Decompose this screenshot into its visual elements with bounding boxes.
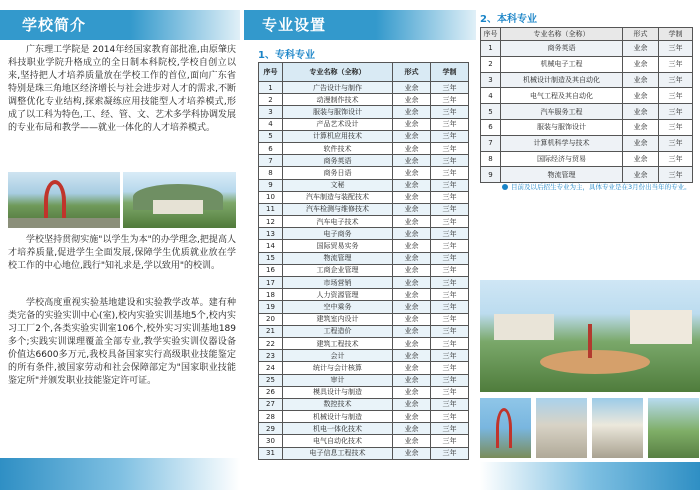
cell-duration: 三年 bbox=[431, 82, 469, 94]
cell-duration: 三年 bbox=[431, 447, 469, 459]
table-row bbox=[259, 155, 469, 167]
cell-form: 业余 bbox=[623, 56, 659, 72]
ground-shape bbox=[8, 218, 120, 228]
cell-index: 4 bbox=[481, 88, 501, 104]
cell-index: 1 bbox=[259, 82, 283, 94]
cell-form: 业余 bbox=[623, 88, 659, 104]
cell-duration: 三年 bbox=[431, 203, 469, 215]
plaza-shape bbox=[540, 350, 650, 374]
cell-index: 23 bbox=[259, 350, 283, 362]
table-row bbox=[481, 151, 693, 167]
table-row bbox=[259, 252, 469, 264]
cell-index: 3 bbox=[481, 72, 501, 88]
cell-duration: 三年 bbox=[431, 313, 469, 325]
cell-duration: 三年 bbox=[431, 411, 469, 423]
cell-duration: 三年 bbox=[431, 179, 469, 191]
cell-major: 市场营销 bbox=[283, 277, 393, 289]
cell-form: 业余 bbox=[393, 167, 431, 179]
undergrad-majors-table bbox=[480, 27, 693, 183]
table-row bbox=[259, 435, 469, 447]
cell-major: 文秘 bbox=[283, 179, 393, 191]
table-row bbox=[481, 41, 693, 57]
cell-form: 业余 bbox=[393, 130, 431, 142]
cell-major: 产品艺术设计 bbox=[283, 118, 393, 130]
cell-major: 国际贸易实务 bbox=[283, 240, 393, 252]
bottom-decor-band bbox=[0, 458, 240, 490]
bottom-decor-band bbox=[480, 462, 700, 490]
cell-index: 3 bbox=[259, 106, 283, 118]
cell-major: 计算机应用技术 bbox=[283, 130, 393, 142]
note-text: 目前及以后招生专业为主，具体专业是在3月份出当年的专业。 bbox=[511, 183, 691, 191]
table-row bbox=[259, 325, 469, 337]
cell-form: 业余 bbox=[393, 301, 431, 313]
cell-index: 31 bbox=[259, 447, 283, 459]
cell-form: 业余 bbox=[393, 411, 431, 423]
table-row bbox=[259, 106, 469, 118]
table-row bbox=[481, 72, 693, 88]
table-row bbox=[481, 88, 693, 104]
cell-form: 业余 bbox=[393, 240, 431, 252]
cell-index: 18 bbox=[259, 289, 283, 301]
cell-index: 29 bbox=[259, 423, 283, 435]
cell-duration: 三年 bbox=[431, 337, 469, 349]
cell-form: 业余 bbox=[393, 142, 431, 154]
cell-major: 空中乘务 bbox=[283, 301, 393, 313]
cell-duration: 三年 bbox=[659, 135, 693, 151]
cell-form: 业余 bbox=[393, 191, 431, 203]
cell-major: 汽车电子技术 bbox=[283, 216, 393, 228]
table-row bbox=[259, 313, 469, 325]
cell-form: 业余 bbox=[393, 435, 431, 447]
building-photo bbox=[536, 398, 587, 458]
table-row bbox=[259, 203, 469, 215]
cell-major: 工程造价 bbox=[283, 325, 393, 337]
building-shape bbox=[494, 314, 554, 340]
cell-duration: 三年 bbox=[431, 289, 469, 301]
table-row bbox=[481, 119, 693, 135]
cell-form: 业余 bbox=[393, 447, 431, 459]
sculpture-photo bbox=[480, 398, 531, 458]
cell-form: 业余 bbox=[393, 362, 431, 374]
header-form: 形式 bbox=[623, 28, 659, 41]
cell-index: 7 bbox=[481, 135, 501, 151]
table-row bbox=[259, 447, 469, 459]
cell-major: 软件技术 bbox=[283, 142, 393, 154]
cell-major: 计算机科学与技术 bbox=[501, 135, 623, 151]
cell-major: 电子信息工程技术 bbox=[283, 447, 393, 459]
campus-aerial-photo bbox=[480, 280, 700, 392]
cell-duration: 三年 bbox=[431, 423, 469, 435]
cell-form: 业余 bbox=[393, 350, 431, 362]
cell-major: 机械设计与制造 bbox=[283, 411, 393, 423]
table-row bbox=[259, 82, 469, 94]
cell-index: 17 bbox=[259, 277, 283, 289]
table-row bbox=[259, 240, 469, 252]
table-row bbox=[259, 423, 469, 435]
cell-form: 业余 bbox=[393, 216, 431, 228]
cell-duration: 三年 bbox=[431, 130, 469, 142]
lake-photo bbox=[648, 398, 699, 458]
cell-major: 工商企业管理 bbox=[283, 264, 393, 276]
cell-form: 业余 bbox=[393, 374, 431, 386]
cell-major: 机械设计制造及其自动化 bbox=[501, 72, 623, 88]
table-header-row bbox=[259, 63, 469, 82]
cell-form: 业余 bbox=[393, 106, 431, 118]
undergrad-heading: 2、本科专业 bbox=[480, 14, 537, 25]
cell-index: 10 bbox=[259, 191, 283, 203]
cell-index: 12 bbox=[259, 216, 283, 228]
cell-index: 15 bbox=[259, 252, 283, 264]
table-row bbox=[259, 118, 469, 130]
cell-duration: 三年 bbox=[659, 167, 693, 183]
table-row bbox=[259, 362, 469, 374]
cell-major: 电气自动化技术 bbox=[283, 435, 393, 447]
cell-index: 14 bbox=[259, 240, 283, 252]
cell-form: 业余 bbox=[393, 228, 431, 240]
cell-duration: 三年 bbox=[431, 94, 469, 106]
cell-form: 业余 bbox=[393, 203, 431, 215]
table-row bbox=[259, 350, 469, 362]
intro-column bbox=[0, 0, 240, 490]
sculpture-shape bbox=[496, 408, 512, 448]
cell-form: 业余 bbox=[623, 151, 659, 167]
cell-duration: 三年 bbox=[659, 151, 693, 167]
cell-duration: 三年 bbox=[431, 362, 469, 374]
table-row bbox=[259, 228, 469, 240]
cell-major: 统计与会计核算 bbox=[283, 362, 393, 374]
intro-title: 学校简介 bbox=[22, 16, 87, 34]
cell-duration: 三年 bbox=[659, 119, 693, 135]
title-fade bbox=[376, 10, 476, 40]
cell-major: 电气工程及其自动化 bbox=[501, 88, 623, 104]
cell-major: 物流管理 bbox=[501, 167, 623, 183]
dormitory-photo bbox=[592, 398, 643, 458]
cell-duration: 三年 bbox=[431, 252, 469, 264]
cell-major: 服装与服饰设计 bbox=[283, 106, 393, 118]
cell-duration: 三年 bbox=[431, 374, 469, 386]
table-row bbox=[259, 264, 469, 276]
cell-form: 业余 bbox=[393, 277, 431, 289]
cell-form: 业余 bbox=[623, 104, 659, 120]
bullet-dot-icon bbox=[502, 184, 508, 190]
table-row bbox=[259, 411, 469, 423]
cell-index: 8 bbox=[259, 167, 283, 179]
cell-duration: 三年 bbox=[431, 277, 469, 289]
cell-major: 服装与服饰设计 bbox=[501, 119, 623, 135]
campus-sculpture-photo bbox=[8, 172, 120, 228]
cell-major: 人力资源管理 bbox=[283, 289, 393, 301]
header-duration: 学制 bbox=[659, 28, 693, 41]
cell-major: 汽车检测与维修技术 bbox=[283, 203, 393, 215]
cell-major: 物流管理 bbox=[283, 252, 393, 264]
cell-major: 汽车服务工程 bbox=[501, 104, 623, 120]
cell-index: 11 bbox=[259, 203, 283, 215]
cell-major: 模具设计与制造 bbox=[283, 386, 393, 398]
cell-major: 汽车制造与装配技术 bbox=[283, 191, 393, 203]
header-duration: 学制 bbox=[431, 63, 469, 82]
table-row bbox=[259, 386, 469, 398]
cell-index: 8 bbox=[481, 151, 501, 167]
header-index: 序号 bbox=[481, 28, 501, 41]
table-row bbox=[259, 142, 469, 154]
cell-duration: 三年 bbox=[431, 167, 469, 179]
cell-index: 6 bbox=[259, 142, 283, 154]
cell-index: 27 bbox=[259, 398, 283, 410]
cell-index: 2 bbox=[259, 94, 283, 106]
cell-index: 26 bbox=[259, 386, 283, 398]
cell-index: 2 bbox=[481, 56, 501, 72]
cell-duration: 三年 bbox=[431, 106, 469, 118]
cell-index: 9 bbox=[481, 167, 501, 183]
cell-form: 业余 bbox=[623, 135, 659, 151]
cell-form: 业余 bbox=[393, 289, 431, 301]
cell-duration: 三年 bbox=[431, 325, 469, 337]
cell-form: 业余 bbox=[393, 118, 431, 130]
table-row bbox=[259, 301, 469, 313]
table-row bbox=[259, 130, 469, 142]
cell-duration: 三年 bbox=[431, 435, 469, 447]
table-row bbox=[259, 337, 469, 349]
cell-duration: 三年 bbox=[431, 398, 469, 410]
header-major: 专业名称（全称） bbox=[501, 28, 623, 41]
intro-paragraph-2: 学校坚持贯彻实施"以学生为本"的办学理念,把提高人才培养质量,促进学生全面发展,保障学生优质就业放在学校工作的中心地位,践行"知礼求是,学以致用"的校训。 bbox=[8, 235, 236, 271]
table-row bbox=[259, 289, 469, 301]
cell-major: 会计 bbox=[283, 350, 393, 362]
cell-form: 业余 bbox=[393, 82, 431, 94]
cell-major: 建筑工程技术 bbox=[283, 337, 393, 349]
majors-column bbox=[244, 0, 476, 490]
majors-title: 专业设置 bbox=[262, 16, 327, 34]
cell-form: 业余 bbox=[393, 179, 431, 191]
building-shape bbox=[630, 310, 692, 344]
cell-index: 4 bbox=[259, 118, 283, 130]
cell-form: 业余 bbox=[393, 264, 431, 276]
table-row bbox=[259, 94, 469, 106]
undergrad-column bbox=[480, 0, 700, 490]
table-row bbox=[481, 56, 693, 72]
cell-index: 28 bbox=[259, 411, 283, 423]
cell-index: 13 bbox=[259, 228, 283, 240]
cell-duration: 三年 bbox=[659, 88, 693, 104]
cell-form: 业余 bbox=[393, 94, 431, 106]
cell-major: 商务日语 bbox=[283, 167, 393, 179]
majors-title-bar bbox=[244, 10, 476, 40]
vocational-majors-table bbox=[258, 62, 469, 460]
cell-duration: 三年 bbox=[431, 386, 469, 398]
cell-index: 25 bbox=[259, 374, 283, 386]
cell-major: 机电一体化技术 bbox=[283, 423, 393, 435]
cell-duration: 三年 bbox=[431, 264, 469, 276]
cell-duration: 三年 bbox=[659, 104, 693, 120]
cell-duration: 三年 bbox=[431, 240, 469, 252]
cell-index: 6 bbox=[481, 119, 501, 135]
cell-index: 21 bbox=[259, 325, 283, 337]
cell-major: 机械电子工程 bbox=[501, 56, 623, 72]
cell-index: 9 bbox=[259, 179, 283, 191]
cell-major: 审计 bbox=[283, 374, 393, 386]
cell-index: 24 bbox=[259, 362, 283, 374]
vocational-heading: 1、专科专业 bbox=[258, 50, 315, 61]
cell-major: 动漫制作技术 bbox=[283, 94, 393, 106]
header-index: 序号 bbox=[259, 63, 283, 82]
cell-form: 业余 bbox=[393, 423, 431, 435]
cell-duration: 三年 bbox=[431, 228, 469, 240]
cell-form: 业余 bbox=[623, 119, 659, 135]
cell-form: 业余 bbox=[623, 167, 659, 183]
cell-form: 业余 bbox=[393, 398, 431, 410]
table-row bbox=[481, 167, 693, 183]
table-row bbox=[481, 104, 693, 120]
cell-duration: 三年 bbox=[431, 142, 469, 154]
cell-index: 22 bbox=[259, 337, 283, 349]
cell-duration: 三年 bbox=[431, 216, 469, 228]
tower-shape bbox=[588, 324, 592, 358]
sculpture-shape bbox=[44, 180, 66, 222]
table-row bbox=[259, 167, 469, 179]
cell-duration: 三年 bbox=[431, 155, 469, 167]
cell-index: 1 bbox=[481, 41, 501, 57]
cell-duration: 三年 bbox=[431, 191, 469, 203]
table-header-row bbox=[481, 28, 693, 41]
cell-major: 国际经济与贸易 bbox=[501, 151, 623, 167]
campus-landscape-photo bbox=[123, 172, 236, 228]
cell-form: 业余 bbox=[393, 155, 431, 167]
cell-form: 业余 bbox=[393, 386, 431, 398]
intro-paragraph-3: 学校高度重视实验基地建设和实验教学改革。建有种类完备的实验实训中心(室),校内实验实训基地5个,校内实习工厂2个,各类实验实训室106个,校外实习实训基地189多个;实践实训课理覆盖全部专业,教学实验实训仪器设备价值达6600多万元,我校具备国家实行高级职业技能鉴定的所有条件,被国家劳动和社会保障部定为"国家职业技能鉴定所"并颁发职业技能鉴定许可证。 bbox=[8, 298, 236, 386]
intro-title-bar bbox=[0, 10, 240, 40]
cell-form: 业余 bbox=[393, 252, 431, 264]
cell-duration: 三年 bbox=[659, 41, 693, 57]
cell-index: 7 bbox=[259, 155, 283, 167]
cell-form: 业余 bbox=[623, 41, 659, 57]
enrollment-note bbox=[502, 183, 698, 192]
cell-duration: 三年 bbox=[431, 301, 469, 313]
intro-paragraph-1: 广东理工学院是 2014年经国家教育部批准,由原肇庆科技职业学院升格成立的全日制本科院校,学校自创立以来,坚持把人才培养质量放在学校工作的首位,面向广东省特别是珠三角地区经济增长与社会进步对人才的需求,不断调整优化专业结构,探索凝练应用技能型人才培养模式,形成了以工科为特色,工、经、管、文、艺术多学科协调发展的专业布局和教学——就业一体化的人才培养模式。 bbox=[8, 45, 236, 133]
table-row bbox=[259, 374, 469, 386]
title-fade bbox=[130, 10, 240, 40]
cell-index: 20 bbox=[259, 313, 283, 325]
cell-duration: 三年 bbox=[431, 350, 469, 362]
cell-duration: 三年 bbox=[659, 72, 693, 88]
cell-duration: 三年 bbox=[659, 56, 693, 72]
cell-index: 5 bbox=[481, 104, 501, 120]
header-form: 形式 bbox=[393, 63, 431, 82]
table-row bbox=[481, 135, 693, 151]
cell-index: 5 bbox=[259, 130, 283, 142]
table-row bbox=[259, 191, 469, 203]
cell-major: 商务英语 bbox=[501, 41, 623, 57]
cell-form: 业余 bbox=[623, 72, 659, 88]
table-row bbox=[259, 179, 469, 191]
cell-major: 广告设计与制作 bbox=[283, 82, 393, 94]
cell-major: 建筑室内设计 bbox=[283, 313, 393, 325]
table-row bbox=[259, 216, 469, 228]
cell-form: 业余 bbox=[393, 337, 431, 349]
cell-form: 业余 bbox=[393, 313, 431, 325]
cell-duration: 三年 bbox=[431, 118, 469, 130]
cell-index: 30 bbox=[259, 435, 283, 447]
cell-major: 数控技术 bbox=[283, 398, 393, 410]
header-major: 专业名称（全称） bbox=[283, 63, 393, 82]
building-shape bbox=[153, 200, 203, 214]
cell-major: 商务英语 bbox=[283, 155, 393, 167]
cell-major: 电子商务 bbox=[283, 228, 393, 240]
table-row bbox=[259, 398, 469, 410]
cell-form: 业余 bbox=[393, 325, 431, 337]
cell-index: 19 bbox=[259, 301, 283, 313]
table-row bbox=[259, 277, 469, 289]
cell-index: 16 bbox=[259, 264, 283, 276]
